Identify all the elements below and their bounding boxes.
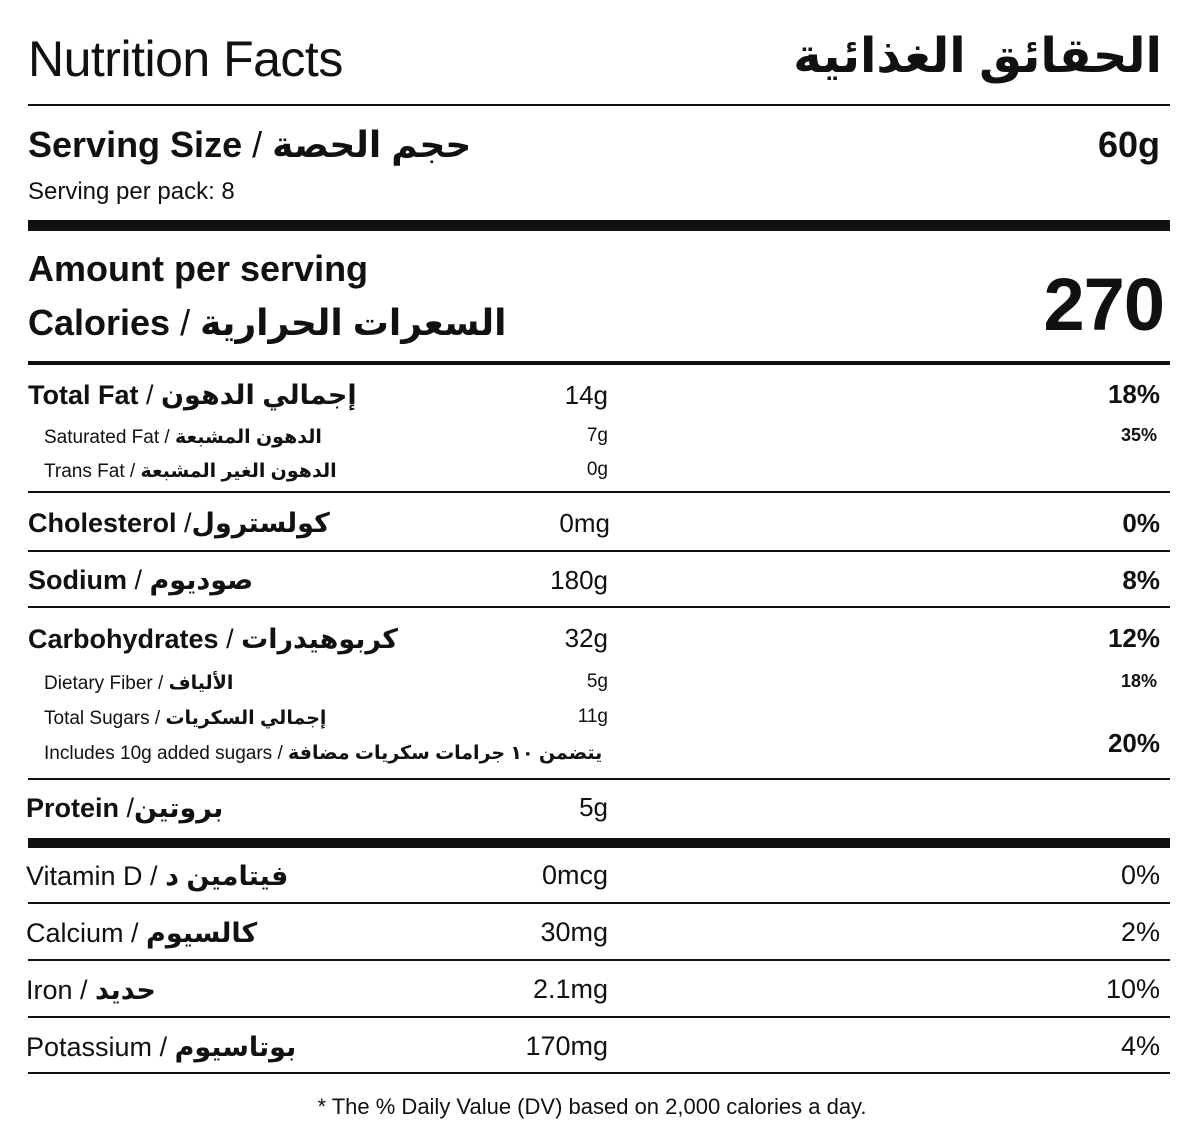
iron-ar: حديد bbox=[95, 975, 156, 1005]
carbohydrates-label bbox=[28, 624, 398, 655]
protein-amount: 5g bbox=[579, 792, 608, 822]
divider-thick bbox=[28, 838, 1170, 848]
trans-fat-label bbox=[44, 460, 337, 483]
divider-thin bbox=[28, 550, 1170, 552]
vitamin-d-label bbox=[26, 861, 288, 892]
serving-size-label-en: Serving Size bbox=[28, 124, 243, 165]
carbohydrates-en: Carbohydrates bbox=[28, 624, 219, 654]
carbohydrates-ar: كربوهيدرات bbox=[241, 624, 398, 654]
sodium-ar: صوديوم bbox=[149, 565, 254, 595]
separator: / bbox=[218, 624, 242, 654]
potassium-ar: بوتاسيوم bbox=[174, 1032, 297, 1062]
separator: / bbox=[149, 708, 166, 729]
separator: / bbox=[242, 124, 273, 165]
separator: / bbox=[176, 508, 192, 538]
potassium-amount: 170mg bbox=[525, 1031, 608, 1061]
sodium-en: Sodium bbox=[28, 565, 127, 595]
cholesterol-amount: 0mg bbox=[559, 508, 610, 538]
carbohydrates-dv: 12% bbox=[1107, 623, 1160, 653]
cholesterol-ar: كولسترول bbox=[191, 508, 330, 538]
separator: / bbox=[152, 673, 169, 694]
title-english: Nutrition Facts bbox=[28, 31, 343, 87]
dietary-fiber-ar: الألياف bbox=[168, 673, 234, 694]
total-fat-dv: 18% bbox=[1107, 379, 1160, 409]
sodium-dv: 8% bbox=[1122, 565, 1160, 595]
trans-fat-ar: الدهون الغير المشبعة bbox=[140, 461, 337, 482]
sodium-amount: 180g bbox=[550, 565, 608, 595]
total-fat-en: Total Fat bbox=[28, 380, 139, 410]
amount-per-serving-heading: Amount per serving bbox=[28, 248, 369, 289]
trans-fat-en: Trans Fat bbox=[44, 461, 125, 482]
total-fat-ar: إجمالي الدهون bbox=[161, 380, 357, 410]
vitamin-d-dv: 0% bbox=[1120, 860, 1160, 890]
potassium-dv: 4% bbox=[1120, 1031, 1160, 1061]
protein-label bbox=[26, 793, 223, 824]
dietary-fiber-dv: 18% bbox=[1120, 671, 1157, 691]
calories-label bbox=[28, 302, 506, 344]
calcium-amount: 30mg bbox=[540, 917, 608, 947]
separator: / bbox=[142, 861, 166, 891]
vitamin-d-en: Vitamin D bbox=[26, 861, 143, 891]
total-fat-label bbox=[28, 380, 357, 411]
vitamin-d-ar: فيتامين د bbox=[165, 861, 289, 891]
divider-medium bbox=[28, 361, 1170, 365]
carbohydrates-amount: 32g bbox=[564, 623, 608, 653]
dietary-fiber-label bbox=[44, 672, 233, 695]
cholesterol-en: Cholesterol bbox=[28, 508, 177, 538]
saturated-fat-label bbox=[44, 426, 322, 449]
daily-value-footnote: * The % Daily Value (DV) based on 2,000 calories a day. bbox=[317, 1094, 867, 1119]
dietary-fiber-amount: 5g bbox=[586, 671, 608, 692]
divider-thick bbox=[28, 220, 1170, 231]
iron-en: Iron bbox=[26, 975, 73, 1005]
divider-thin bbox=[28, 606, 1170, 608]
separator: / bbox=[152, 1032, 175, 1062]
divider-thin bbox=[28, 1072, 1170, 1074]
potassium-en: Potassium bbox=[26, 1032, 153, 1062]
calcium-label bbox=[26, 918, 257, 949]
protein-ar: بروتين bbox=[134, 793, 224, 823]
cholesterol-label bbox=[28, 508, 330, 539]
calories-label-ar: السعرات الحرارية bbox=[200, 302, 507, 343]
separator: / bbox=[72, 975, 96, 1005]
sodium-label bbox=[28, 565, 253, 596]
divider-thin bbox=[28, 1016, 1170, 1018]
iron-label bbox=[26, 975, 156, 1006]
protein-en: Protein bbox=[26, 793, 120, 823]
added-sugars-ar: يتضمن ١٠ جرامات سكريات مضافة bbox=[288, 743, 603, 764]
cholesterol-dv: 0% bbox=[1122, 508, 1160, 538]
saturated-fat-dv: 35% bbox=[1120, 425, 1157, 445]
saturated-fat-en: Saturated Fat bbox=[44, 427, 160, 448]
divider-thin bbox=[28, 902, 1170, 904]
total-fat-amount: 14g bbox=[564, 380, 608, 410]
calories-label-en: Calories bbox=[28, 302, 171, 343]
separator: / bbox=[119, 793, 135, 823]
added-sugars-label bbox=[44, 742, 602, 765]
separator: / bbox=[123, 918, 147, 948]
total-sugars-label bbox=[44, 707, 326, 730]
servings-per-pack: Serving per pack: 8 bbox=[28, 178, 235, 205]
calcium-ar: كالسيوم bbox=[146, 918, 258, 948]
separator: / bbox=[170, 302, 201, 343]
divider-thin bbox=[28, 778, 1170, 780]
added-sugars-dv: 20% bbox=[1107, 728, 1160, 758]
separator: / bbox=[138, 380, 162, 410]
separator: / bbox=[124, 461, 141, 482]
title-arabic: الحقائق الغذائية bbox=[793, 30, 1162, 83]
serving-size-label-ar: حجم الحصة bbox=[272, 124, 472, 165]
serving-size-label bbox=[28, 124, 471, 166]
calories-value: 270 bbox=[1043, 263, 1164, 346]
saturated-fat-ar: الدهون المشبعة bbox=[174, 427, 322, 448]
potassium-label bbox=[26, 1032, 296, 1063]
divider-thin bbox=[28, 959, 1170, 961]
saturated-fat-amount: 7g bbox=[586, 425, 608, 446]
total-sugars-ar: إجمالي السكريات bbox=[165, 708, 327, 729]
dietary-fiber-en: Dietary Fiber bbox=[44, 673, 153, 694]
separator: / bbox=[272, 743, 289, 764]
calcium-dv: 2% bbox=[1120, 917, 1160, 947]
trans-fat-amount: 0g bbox=[586, 459, 608, 480]
separator: / bbox=[159, 427, 175, 448]
vitamin-d-amount: 0mcg bbox=[541, 860, 608, 890]
added-sugars-en: Includes 10g added sugars bbox=[44, 743, 273, 764]
total-sugars-amount: 11g bbox=[577, 706, 608, 727]
iron-amount: 2.1mg bbox=[532, 974, 608, 1004]
iron-dv: 10% bbox=[1105, 974, 1160, 1004]
total-sugars-en: Total Sugars bbox=[44, 708, 150, 729]
separator: / bbox=[127, 565, 150, 595]
serving-size-value: 60g bbox=[1097, 124, 1160, 165]
divider-thin bbox=[28, 491, 1170, 493]
calcium-en: Calcium bbox=[26, 918, 124, 948]
divider-thin bbox=[28, 104, 1170, 106]
